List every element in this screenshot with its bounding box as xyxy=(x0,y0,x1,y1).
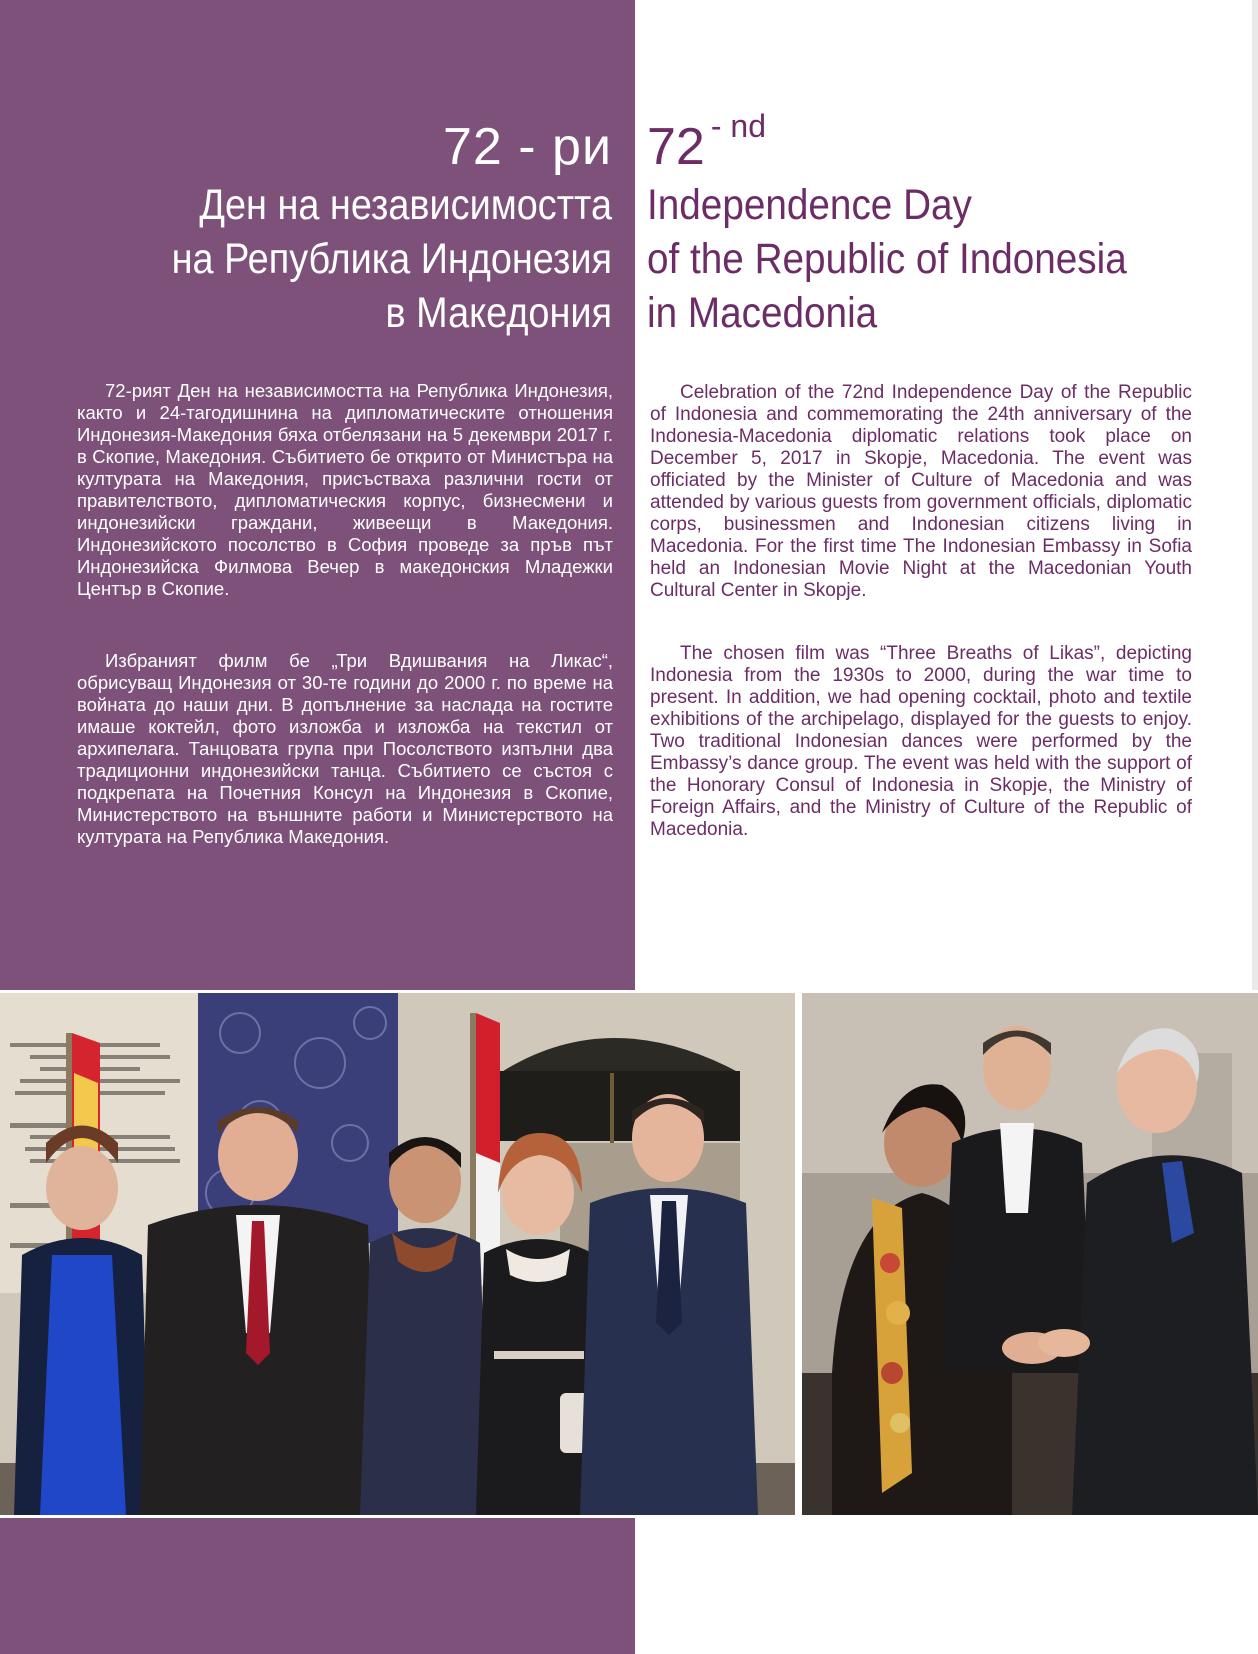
bg-title-line-2: на Република Индонезия xyxy=(171,235,612,283)
en-paragraph-1 xyxy=(650,382,1192,602)
handshake-photo xyxy=(802,993,1258,1515)
bg-paragraph-1 xyxy=(77,380,613,600)
en-paragraph-2 xyxy=(650,643,1192,841)
bg-paragraph-2-text: Избраният филм бе „Три Вдишвания на Ликас“, обрисуващ Индонезия от 30-те години до 2000 г. по време на войната до наши дни. В допълнение за наслада на гостите имаше коктейл, фото изложба и изложба на текстил от архипелага. Танцовата група при Посолството изпълни два традиционни индонезийски танца. Събитието се състоя с подкрепата на Почетния Консул на Индонезия в Скопие, Министерството на външните работи и Министерството на културата на Република Македония. xyxy=(77,650,613,847)
en-title-line-1: Independence Day xyxy=(647,181,972,229)
bg-paragraph-1-text: 72-рият Ден на независимостта на Република Индонезия, както и 24-тагодишнина на дипломатическите отношения Индонезия-Македония бяха отбелязани на 5 декември 2017 г. в Скопие, Македония. Събитието бе открито от Министъра на културата на Македония, присъстваха различни гости от правителството, дипломатическия корпус, бизнесмени и индонезийски граждани, живеещи в Македония. Индонезийското посолство в София проведе за пръв път Индонезийска Филмова Вечер в македонския Младежки Център в Скопие. xyxy=(77,380,613,599)
left-bottom-band xyxy=(0,1518,635,1654)
en-paragraph-2-text: The chosen film was “Three Breaths of Likas”, depicting Indonesia from the 1930s to 2000, during the war time to present. In addition, we had opening cocktail, photo and textile exhibitions of the archipelago, displayed for the guests to enjoy. Two traditional Indonesian dances were performed by the Embassy’s dance group. The event was held with the support of the Honorary Consul of Indonesia in Skopje, the Ministry of Foreign Affairs, and the Ministry of Culture of the Republic of Macedonia. xyxy=(650,643,1192,840)
bg-title-line-3: в Македония xyxy=(385,289,612,337)
bg-paragraph-2 xyxy=(77,650,613,848)
en-title-suffix: - nd xyxy=(710,108,766,144)
english-title xyxy=(647,108,1237,340)
bulgarian-title xyxy=(52,116,612,340)
en-paragraph-1-text: Celebration of the 72nd Independence Day of the Republic of Indonesia and commemorating the 24th anniversary of the Indonesia-Macedonia diplomatic relations took place on December 5, 2017 in Skopje, Macedonia. The event was officiated by the Minister of Culture of Macedonia and was attended by various guests from government officials, diplomatic corps, businessmen and Indonesian citizens living in Macedonia. For the first time The Indonesian Embassy in Sofia held an Indonesian Movie Night at the Macedonian Youth Cultural Center in Skopje. xyxy=(650,382,1192,601)
en-title-line-3: in Macedonia xyxy=(647,289,878,337)
group-photo xyxy=(0,993,795,1515)
group-photo-illustration xyxy=(0,993,795,1515)
right-edge-strip xyxy=(1252,0,1258,990)
handshake-photo-illustration xyxy=(802,993,1258,1515)
en-title-line-2: of the Republic of Indonesia xyxy=(647,235,1127,283)
bg-title-line-1: Ден на независимостта xyxy=(199,181,612,229)
bg-title-number: 72 - ри xyxy=(442,118,612,176)
en-title-number: 72 xyxy=(647,118,705,176)
